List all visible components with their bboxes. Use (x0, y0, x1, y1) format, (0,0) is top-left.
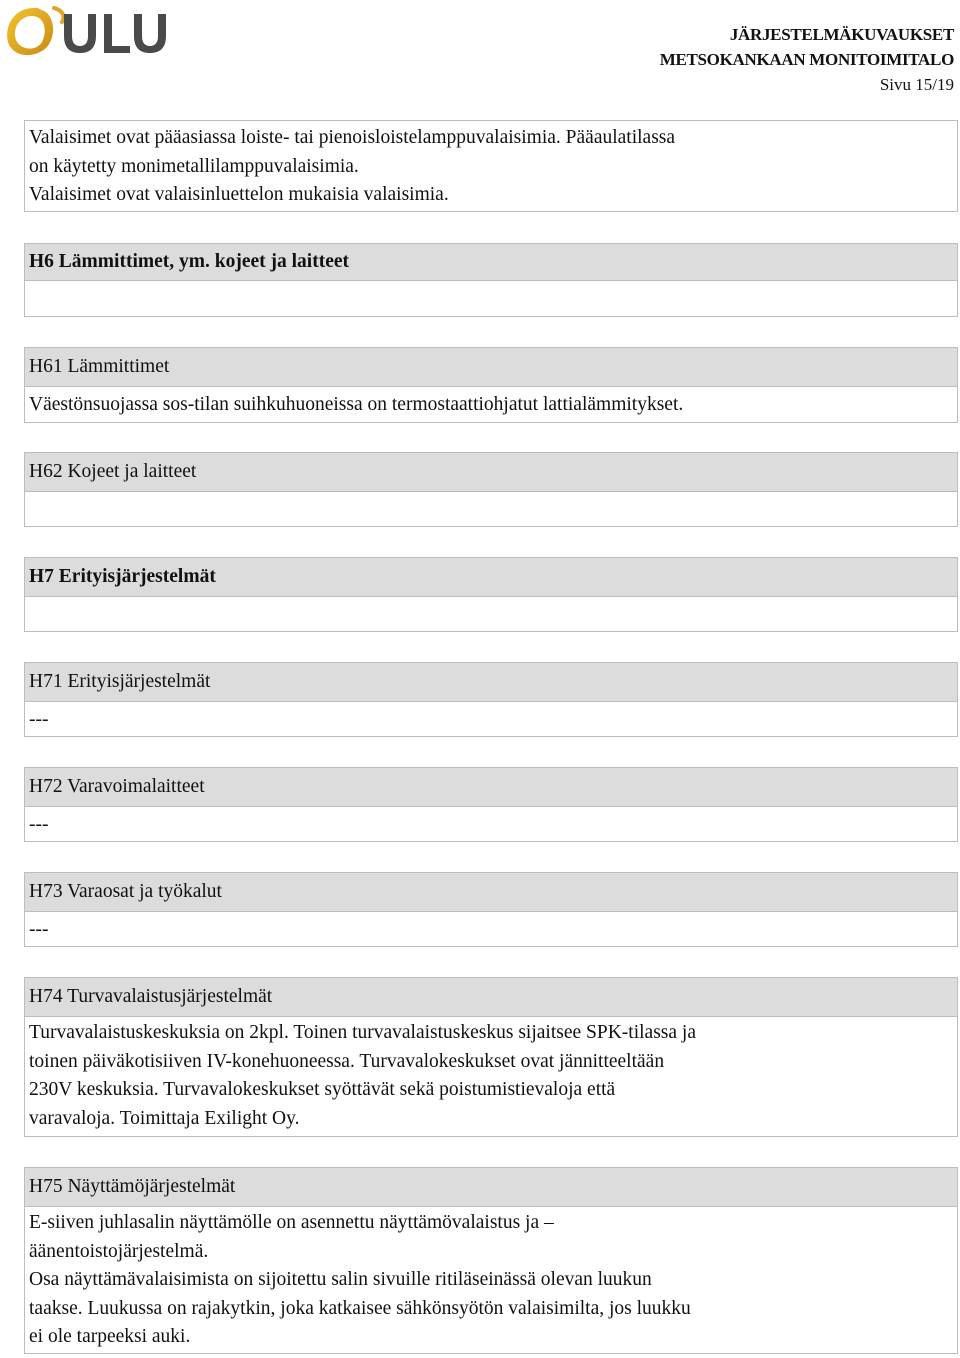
section-body-line: Osa näyttämävalaisimista on sijoitettu salin sivuille ritiläseinässä olevan luukun (29, 1269, 652, 1291)
section-h7 (24, 557, 958, 632)
section-body: --- (29, 919, 49, 940)
section-title: H61 Lämmittimet (29, 356, 170, 377)
section-body-line: äänentoistojärjestelmä. (29, 1240, 209, 1262)
section-body-line: taakse. Luukussa on rajakytkin, joka katkaisee sähkönsyötön valaisimilta, jos luukku (29, 1297, 691, 1319)
section-h75 (24, 1167, 958, 1354)
section-h73 (24, 872, 958, 947)
section-title: H6 Lämmittimet, ym. kojeet ja laitteet (29, 251, 350, 272)
section-h61 (24, 347, 958, 423)
section-body-line: E-siiven juhlasalin näyttämölle on asennettu näyttämövalaistus ja – (29, 1212, 554, 1233)
intro-line: Valaisimet ovat pääasiassa loiste- tai pienoisloistelamppuvalaisimia. Pääaulatilassa (29, 127, 676, 148)
section-body-line: ei ole tarpeeksi auki. (29, 1326, 191, 1348)
section-body-line: Turvavalaistuskeskuksia on 2kpl. Toinen turvavalaistuskeskus sijaitsee SPK-tilassa ja (29, 1022, 696, 1043)
oulu-logo (2, 2, 172, 60)
section-title: H75 Näyttämöjärjestelmät (29, 1176, 236, 1197)
page-number: Sivu 15/19 (879, 75, 954, 94)
section-h6 (24, 243, 958, 317)
section-h71 (24, 662, 958, 737)
project-name: METSOKANKAAN MONITOIMITALO (659, 50, 954, 69)
section-title: H62 Kojeet ja laitteet (29, 461, 197, 482)
intro-line: Valaisimet ovat valaisinluettelon mukaisia valaisimia. (29, 184, 449, 206)
section-body-line: toinen päiväkotisiiven IV-konehuoneessa. Turvavalokeskukset ovat jännitteeltään (29, 1050, 665, 1072)
section-title: H71 Erityisjärjestelmät (29, 671, 211, 692)
section-h74 (24, 977, 958, 1137)
section-body-line: 230V keskuksia. Turvavalokeskukset syöttävät sekä poistumistievaloja että (29, 1079, 616, 1101)
section-body-line: varavaloja. Toimittaja Exilight Oy. (29, 1107, 300, 1129)
intro-block (24, 120, 958, 212)
section-body: --- (29, 709, 49, 730)
section-body: Väestönsuojassa sos-tilan suihkuhuoneissa on termostaattiohjatut lattialämmitykset. (29, 394, 684, 415)
intro-line: on käytetty monimetallilamppuvalaisimia. (29, 155, 359, 177)
section-h72 (24, 767, 958, 842)
document-type: JÄRJESTELMÄKUVAUKSET (729, 25, 954, 44)
section-body: --- (29, 814, 49, 835)
section-h62 (24, 452, 958, 527)
section-title: H7 Erityisjärjestelmät (29, 566, 216, 587)
section-title: H74 Turvavalaistusjärjestelmät (29, 986, 273, 1007)
section-title: H72 Varavoimalaitteet (29, 776, 205, 797)
section-title: H73 Varaosat ja työkalut (29, 881, 222, 902)
page-header (660, 22, 954, 97)
